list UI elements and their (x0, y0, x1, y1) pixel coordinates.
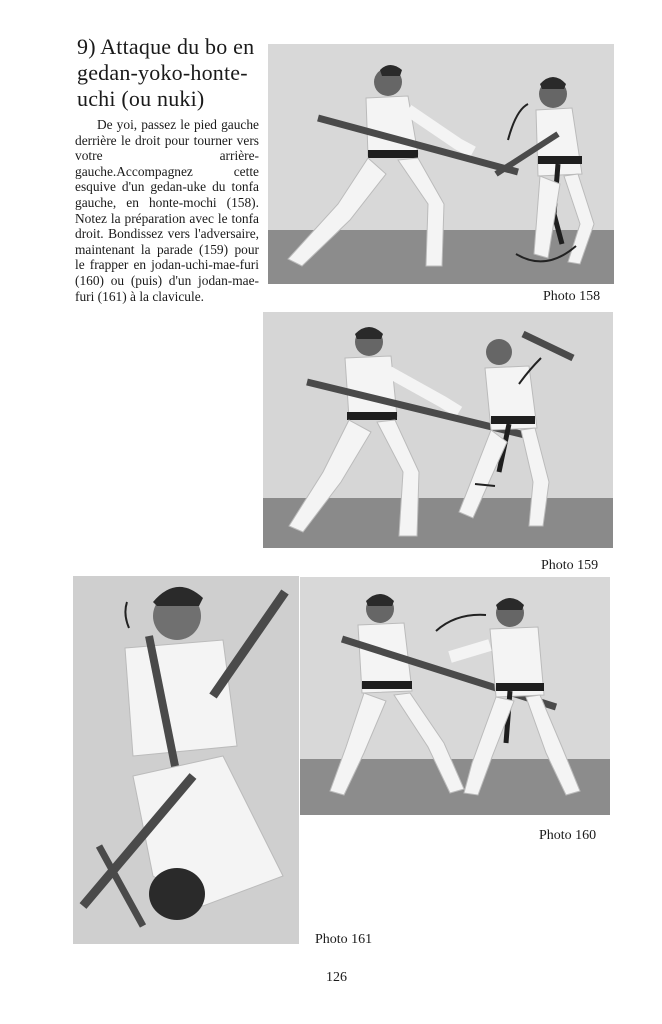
photo-160 (300, 577, 610, 815)
photo-160-image (300, 577, 610, 815)
photo-161 (73, 576, 299, 944)
photo-159 (263, 312, 613, 548)
photo-160-caption: Photo 160 (539, 828, 597, 843)
photo-158-image (268, 44, 614, 284)
page-number: 126 (326, 970, 347, 985)
section-heading: 9) Attaque du bo en gedan-yoko-honte-uchi (ou nuki) (77, 34, 255, 111)
photo-158 (268, 44, 614, 284)
photo-161-caption: Photo 161 (315, 932, 373, 947)
body-paragraph: De yoi, passez le pied gauche derrière le droit pour tourner vers votre arrière-gauche.Accompagnez cette esquive d'un gedan-uke du tonfa gauche, en honte-mochi (158). Notez la préparation avec le tonfa droit. Bondissez vers l'adversaire, maintenant la parade (159) pour le frapper en jodan-uchi-mae-furi (160) ou (puis) d'un jodan-mae-furi (161) à la clavicule. (75, 117, 259, 304)
photo-159-caption: Photo 159 (541, 558, 599, 573)
photo-159-image (263, 312, 613, 548)
photo-161-image (73, 576, 299, 944)
photo-158-caption: Photo 158 (543, 289, 601, 304)
